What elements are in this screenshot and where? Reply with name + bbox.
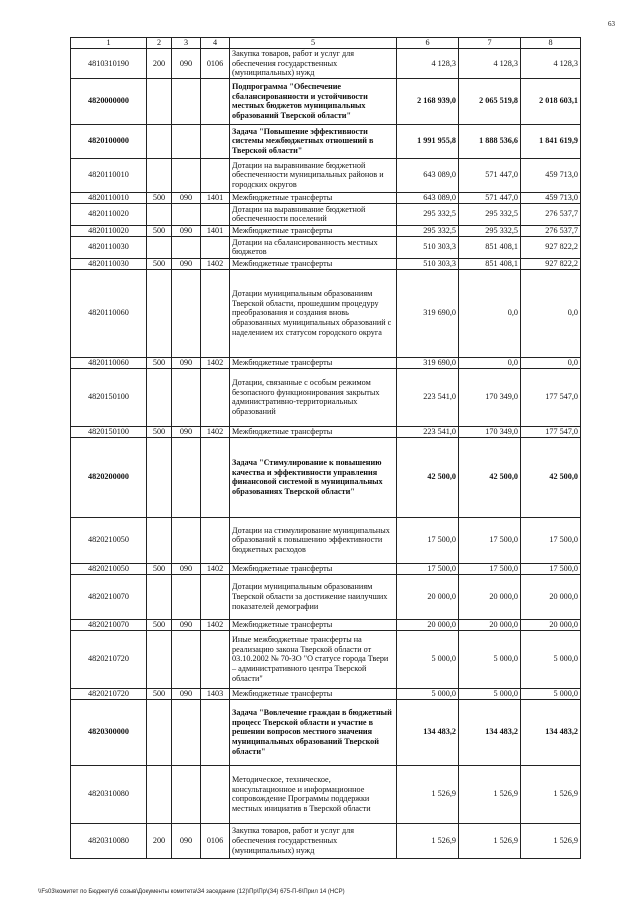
ministry-code-cell [172,236,201,258]
amount-year3-cell: 177 547,0 [521,426,581,437]
table-row [71,619,581,630]
description-cell: Межбюджетные трансферты [230,426,397,437]
amount-year1-cell: 1 991 955,8 [397,124,459,158]
amount-year2-cell: 0,0 [459,357,521,368]
budget-code-cell: 4820110030 [71,236,147,258]
description-cell: Межбюджетные трансферты [230,619,397,630]
section-code-cell [201,269,230,357]
amount-year1-cell: 510 303,3 [397,236,459,258]
amount-year1-cell: 42 500,0 [397,437,459,517]
amount-year3-cell: 276 537,7 [521,225,581,236]
amount-year3-cell: 1 841 619,9 [521,124,581,158]
section-code-cell: 1402 [201,258,230,269]
column-header: 7 [459,38,521,49]
amount-year3-cell: 42 500,0 [521,437,581,517]
table-row [71,49,581,79]
amount-year1-cell: 20 000,0 [397,574,459,619]
table-row [71,517,581,563]
amount-year2-cell: 571 447,0 [459,192,521,203]
budget-table-container [70,37,580,859]
amount-year3-cell: 17 500,0 [521,517,581,563]
expense-type-cell: 500 [147,426,172,437]
amount-year2-cell: 134 483,2 [459,699,521,765]
budget-code-cell: 4820110060 [71,269,147,357]
budget-code-cell: 4820100000 [71,124,147,158]
section-code-cell [201,158,230,192]
amount-year2-cell: 17 500,0 [459,517,521,563]
budget-code-cell: 4820110010 [71,158,147,192]
budget-code-cell: 4820110010 [71,192,147,203]
description-cell: Дотации на выравнивание бюджетной обеспеченности поселений [230,203,397,225]
table-row [71,269,581,357]
description-cell: Дотации на сбалансированность местных бюджетов [230,236,397,258]
description-cell: Задача "Вовлечение граждан в бюджетный процесс Тверской области и участие в решении вопросов местного значения муниципальных образований Тверской области" [230,699,397,765]
ministry-code-cell [172,269,201,357]
expense-type-cell: 500 [147,258,172,269]
budget-code-cell: 4820210070 [71,619,147,630]
table-row [71,357,581,368]
amount-year1-cell: 134 483,2 [397,699,459,765]
table-row-summary [71,437,581,517]
budget-code-cell: 4820110020 [71,225,147,236]
expense-type-cell: 500 [147,192,172,203]
section-code-cell [201,236,230,258]
ministry-code-cell [172,78,201,124]
budget-code-cell: 4820150100 [71,426,147,437]
amount-year1-cell: 643 089,0 [397,192,459,203]
table-row-summary [71,699,581,765]
description-cell: Дотации муниципальным образованиям Тверской области, прошедшим процедуру преобразования и создания вновь образованных муниципальных образований с наделением их статусом городского округа [230,269,397,357]
ministry-code-cell: 090 [172,357,201,368]
page-number: 63 [608,20,615,28]
ministry-code-cell: 090 [172,258,201,269]
description-cell: Подпрограмма "Обеспечение сбалансированности и устойчивости местных бюджетов муниципальных образований Тверской области" [230,78,397,124]
amount-year3-cell: 4 128,3 [521,49,581,79]
expense-type-cell [147,517,172,563]
amount-year3-cell: 459 713,0 [521,158,581,192]
budget-table [70,37,581,859]
amount-year2-cell: 20 000,0 [459,574,521,619]
description-cell: Дотации, связанные с особым режимом безопасного функционирования закрытых административно-территориальных образований [230,368,397,426]
table-row [71,574,581,619]
amount-year2-cell: 295 332,5 [459,203,521,225]
description-cell: Задача "Повышение эффективности системы межбюджетных отношений в Тверской области" [230,124,397,158]
ministry-code-cell [172,124,201,158]
amount-year2-cell: 2 065 519,8 [459,78,521,124]
section-code-cell: 0106 [201,49,230,79]
amount-year1-cell: 4 128,3 [397,49,459,79]
table-row [71,368,581,426]
budget-code-cell: 4820110030 [71,258,147,269]
budget-code-cell: 4820310080 [71,765,147,823]
amount-year3-cell: 20 000,0 [521,574,581,619]
amount-year1-cell: 223 541,0 [397,368,459,426]
table-row [71,823,581,858]
amount-year3-cell: 0,0 [521,357,581,368]
amount-year3-cell: 177 547,0 [521,368,581,426]
amount-year2-cell: 1 888 536,6 [459,124,521,158]
amount-year3-cell: 5 000,0 [521,688,581,699]
amount-year1-cell: 20 000,0 [397,619,459,630]
column-header: 2 [147,38,172,49]
amount-year1-cell: 295 332,5 [397,225,459,236]
amount-year2-cell: 5 000,0 [459,630,521,688]
amount-year1-cell: 319 690,0 [397,357,459,368]
budget-code-cell: 4820210050 [71,563,147,574]
amount-year1-cell: 1 526,9 [397,823,459,858]
description-cell: Дотации муниципальным образованиям Тверской области за достижение наилучших показателей демографии [230,574,397,619]
table-row [71,258,581,269]
amount-year2-cell: 42 500,0 [459,437,521,517]
amount-year2-cell: 20 000,0 [459,619,521,630]
budget-code-cell: 4820210050 [71,517,147,563]
ministry-code-cell [172,203,201,225]
amount-year3-cell: 5 000,0 [521,630,581,688]
table-row [71,225,581,236]
ministry-code-cell [172,517,201,563]
amount-year3-cell: 0,0 [521,269,581,357]
amount-year1-cell: 295 332,5 [397,203,459,225]
description-cell: Межбюджетные трансферты [230,563,397,574]
expense-type-cell: 500 [147,563,172,574]
expense-type-cell: 500 [147,225,172,236]
expense-type-cell [147,124,172,158]
table-row [71,192,581,203]
section-code-cell [201,368,230,426]
file-path-footer: \\Fs03\комитет по Бюджету\6 созыв\Документы комитета\34 заседание (12)\Пр\Пр\(34) 675-П-6\Прил 14 (НСР) [38,889,345,895]
amount-year1-cell: 17 500,0 [397,563,459,574]
amount-year3-cell: 927 822,2 [521,258,581,269]
table-row-summary [71,124,581,158]
budget-code-cell: 4820200000 [71,437,147,517]
ministry-code-cell: 090 [172,619,201,630]
ministry-code-cell [172,699,201,765]
amount-year3-cell: 2 018 603,1 [521,78,581,124]
expense-type-cell: 200 [147,49,172,79]
expense-type-cell [147,203,172,225]
header-row [71,38,581,49]
description-cell: Межбюджетные трансферты [230,192,397,203]
amount-year1-cell: 643 089,0 [397,158,459,192]
ministry-code-cell: 090 [172,563,201,574]
amount-year3-cell: 20 000,0 [521,619,581,630]
ministry-code-cell [172,368,201,426]
description-cell: Методическое, техническое, консультационное и информационное сопровождение Программы поддержки местных инициатив в Тверской области [230,765,397,823]
budget-code-cell: 4820210720 [71,688,147,699]
table-row [71,236,581,258]
description-cell: Межбюджетные трансферты [230,688,397,699]
section-code-cell [201,765,230,823]
amount-year3-cell: 927 822,2 [521,236,581,258]
description-cell: Закупка товаров, работ и услуг для обеспечения государственных (муниципальных) нужд [230,823,397,858]
table-row [71,630,581,688]
section-code-cell: 1402 [201,619,230,630]
table-row [71,158,581,192]
expense-type-cell [147,437,172,517]
expense-type-cell [147,574,172,619]
amount-year1-cell: 5 000,0 [397,688,459,699]
section-code-cell: 1402 [201,357,230,368]
section-code-cell [201,78,230,124]
ministry-code-cell: 090 [172,192,201,203]
column-header: 4 [201,38,230,49]
amount-year1-cell: 17 500,0 [397,517,459,563]
ministry-code-cell [172,437,201,517]
table-row [71,203,581,225]
section-code-cell [201,574,230,619]
section-code-cell: 1401 [201,192,230,203]
column-header: 6 [397,38,459,49]
description-cell: Межбюджетные трансферты [230,357,397,368]
ministry-code-cell [172,158,201,192]
amount-year2-cell: 571 447,0 [459,158,521,192]
amount-year2-cell: 851 408,1 [459,236,521,258]
expense-type-cell: 500 [147,357,172,368]
table-row [71,688,581,699]
ministry-code-cell: 090 [172,225,201,236]
ministry-code-cell [172,630,201,688]
budget-code-cell: 4820310080 [71,823,147,858]
amount-year3-cell: 1 526,9 [521,823,581,858]
budget-code-cell: 4810310190 [71,49,147,79]
section-code-cell [201,517,230,563]
section-code-cell: 1402 [201,563,230,574]
amount-year3-cell: 17 500,0 [521,563,581,574]
section-code-cell [201,124,230,158]
section-code-cell [201,699,230,765]
expense-type-cell: 500 [147,619,172,630]
expense-type-cell [147,158,172,192]
expense-type-cell [147,78,172,124]
budget-code-cell: 4820150100 [71,368,147,426]
amount-year3-cell: 1 526,9 [521,765,581,823]
amount-year2-cell: 4 128,3 [459,49,521,79]
budget-code-cell: 4820300000 [71,699,147,765]
amount-year1-cell: 1 526,9 [397,765,459,823]
column-header: 5 [230,38,397,49]
description-cell: Межбюджетные трансферты [230,225,397,236]
ministry-code-cell: 090 [172,823,201,858]
section-code-cell: 1401 [201,225,230,236]
expense-type-cell: 500 [147,688,172,699]
description-cell: Закупка товаров, работ и услуг для обеспечения государственных (муниципальных) нужд [230,49,397,79]
amount-year2-cell: 170 349,0 [459,426,521,437]
amount-year3-cell: 276 537,7 [521,203,581,225]
budget-code-cell: 4820110060 [71,357,147,368]
ministry-code-cell [172,765,201,823]
table-row-summary [71,78,581,124]
amount-year1-cell: 223 541,0 [397,426,459,437]
amount-year2-cell: 0,0 [459,269,521,357]
section-code-cell [201,203,230,225]
budget-code-cell: 4820210720 [71,630,147,688]
amount-year1-cell: 319 690,0 [397,269,459,357]
section-code-cell: 1402 [201,426,230,437]
column-header: 8 [521,38,581,49]
amount-year2-cell: 1 526,9 [459,765,521,823]
section-code-cell: 0106 [201,823,230,858]
ministry-code-cell: 090 [172,49,201,79]
expense-type-cell [147,699,172,765]
section-code-cell [201,437,230,517]
amount-year1-cell: 510 303,3 [397,258,459,269]
amount-year2-cell: 17 500,0 [459,563,521,574]
section-code-cell [201,630,230,688]
ministry-code-cell [172,574,201,619]
amount-year1-cell: 5 000,0 [397,630,459,688]
table-row [71,765,581,823]
budget-code-cell: 4820210070 [71,574,147,619]
expense-type-cell [147,630,172,688]
amount-year2-cell: 851 408,1 [459,258,521,269]
budget-code-cell: 4820000000 [71,78,147,124]
amount-year2-cell: 295 332,5 [459,225,521,236]
description-cell: Дотации на стимулирование муниципальных образований к повышению эффективности бюджетных расходов [230,517,397,563]
amount-year3-cell: 134 483,2 [521,699,581,765]
column-header: 3 [172,38,201,49]
expense-type-cell: 200 [147,823,172,858]
expense-type-cell [147,368,172,426]
table-row [71,563,581,574]
amount-year2-cell: 5 000,0 [459,688,521,699]
expense-type-cell [147,236,172,258]
section-code-cell: 1403 [201,688,230,699]
table-body [71,49,581,859]
table-row [71,426,581,437]
expense-type-cell [147,765,172,823]
description-cell: Дотации на выравнивание бюджетной обеспеченности муниципальных районов и городских округов [230,158,397,192]
description-cell: Задача "Стимулирование к повышению качества и эффективности управления финансовой системой в муниципальных образованиях Тверской области" [230,437,397,517]
expense-type-cell [147,269,172,357]
amount-year2-cell: 170 349,0 [459,368,521,426]
description-cell: Межбюджетные трансферты [230,258,397,269]
ministry-code-cell: 090 [172,688,201,699]
amount-year1-cell: 2 168 939,0 [397,78,459,124]
amount-year3-cell: 459 713,0 [521,192,581,203]
budget-code-cell: 4820110020 [71,203,147,225]
ministry-code-cell: 090 [172,426,201,437]
column-header: 1 [71,38,147,49]
amount-year2-cell: 1 526,9 [459,823,521,858]
description-cell: Иные межбюджетные трансферты на реализацию закона Тверской области от 03.10.2002 № 70-ЗО "О статусе города Твери – административного центра Тверской области" [230,630,397,688]
